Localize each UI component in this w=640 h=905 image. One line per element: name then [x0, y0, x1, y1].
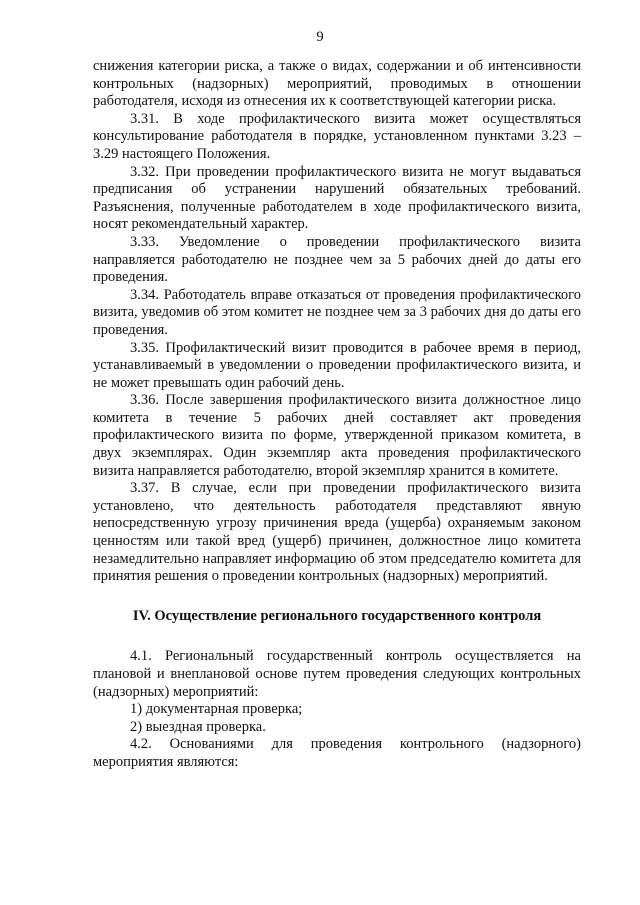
paragraph-3-36: 3.36. После завершения профилактического визита должностное лицо комитета в течение 5 рабочих дней составляет акт проведения профилактического визита по форме, утвержденной приказом комитета, в двух экземплярах. Один экземпляр акта проведения профилактического визита направляется работодателю, второй экземпляр хранится в комитете.	[93, 392, 581, 479]
page-number: 9	[316, 29, 324, 45]
paragraph-3-33: 3.33. Уведомление о проведении профилактического визита направляется работодателю не позднее чем за 5 рабочих дней до даты его проведения.	[93, 233, 581, 286]
list-item-documentary-inspection: 1) документарная проверка;	[130, 701, 303, 718]
section-heading-iv: IV. Осуществление регионального государственного контроля	[132, 607, 542, 624]
paragraph-3-37: 3.37. В случае, если при проведении профилактического визита установлено, что деятельность работодателя представляют явную непосредственную угрозу причинения вреда (ущерба) охраняемым законом ценностям или такой вред (ущерб) причинен, должностное лицо комитета незамедлительно направляет информацию об этом председателю комитета для принятия решения о проведении контрольных (надзорных) мероприятий.	[93, 480, 581, 585]
paragraph-3-34: 3.34. Работодатель вправе отказаться от проведения профилактического визита, уведомив об этом комитет не позднее чем за 3 рабочих дня до даты его проведения.	[93, 286, 581, 338]
paragraph-4-2: 4.2. Основаниями для проведения контрольного (надзорного) мероприятия являются:	[93, 736, 581, 770]
paragraph-3-32: 3.32. При проведении профилактического визита не могут выдаваться предписания об устранении нарушений обязательных требований. Разъяснения, полученные работодателем в ходе профилактического визита, носят рекомендательный характер.	[93, 163, 581, 233]
paragraph-3-35: 3.35. Профилактический визит проводится в рабочее время в период, устанавливаемый в уведомлении о проведении профилактического визита, и не может превышать один рабочий день.	[93, 339, 581, 391]
list-item-onsite-inspection: 2) выездная проверка.	[130, 718, 266, 735]
document-body	[93, 58, 581, 772]
paragraph-risk-category: снижения категории риска, а также о видах, содержании и об интенсивности контрольных (надзорных) мероприятий, проводимых в отношении работодателя, исходя из отнесения их к соответствующей категории риска.	[93, 58, 581, 110]
paragraph-3-31: 3.31. В ходе профилактического визита может осуществляться консультирование работодателя в порядке, установленном пунктами 3.23 – 3.29 настоящего Положения.	[93, 110, 581, 162]
paragraph-4-1: 4.1. Региональный государственный контроль осуществляется на плановой и внеплановой основе путем проведения следующих контрольных (надзорных) мероприятий:	[93, 648, 581, 700]
